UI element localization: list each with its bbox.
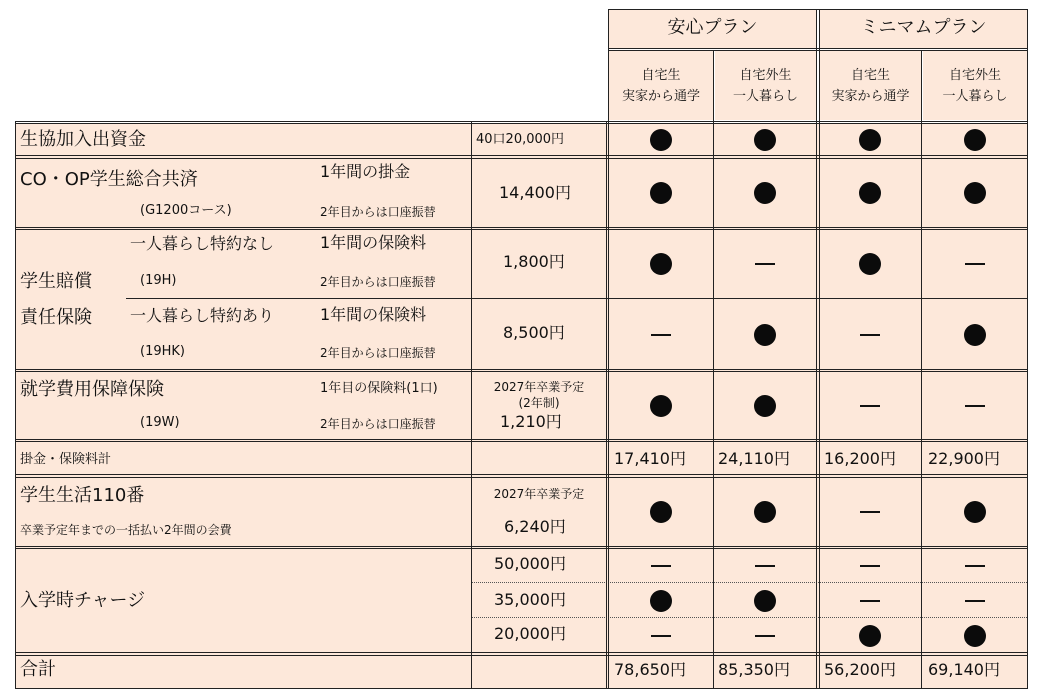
grid-line — [15, 121, 1028, 122]
included-dot — [650, 182, 672, 204]
grid-line — [15, 227, 1028, 228]
not-included-dash — [755, 565, 775, 567]
grid-line — [608, 9, 1028, 10]
row-sub-life110: 卒業予定年までの一括払い2年間の会費 — [20, 523, 232, 537]
included-dot — [964, 324, 986, 346]
included-dot — [754, 129, 776, 151]
grid-line — [713, 50, 714, 689]
total-value: 69,140円 — [928, 660, 1000, 679]
grid-line — [608, 48, 1028, 49]
liability-b-note: 2年目からは口座振替 — [320, 346, 436, 360]
grid-line — [921, 50, 922, 689]
grid-line — [15, 655, 1028, 656]
included-dot — [650, 590, 672, 612]
row-label-coop: 生協加入出資金 — [20, 129, 146, 150]
included-dot — [859, 182, 881, 204]
subheader-anshin-away — [715, 50, 816, 120]
not-included-dash — [651, 334, 671, 336]
subtotal-value: 22,900円 — [928, 449, 1000, 468]
included-dot — [754, 590, 776, 612]
included-dot — [650, 129, 672, 151]
dotted-separator — [472, 617, 1027, 618]
liability-a-period: 1年間の保険料 — [320, 233, 427, 252]
included-dot — [650, 395, 672, 417]
row-note-tuition: 2年目からは口座振替 — [320, 417, 436, 431]
grid-line — [606, 121, 607, 689]
included-dot — [754, 395, 776, 417]
not-included-dash — [860, 405, 880, 407]
not-included-dash — [965, 565, 985, 567]
row-label-life110: 学生生活110番 — [20, 485, 145, 506]
subtotal-value: 16,200円 — [824, 449, 896, 468]
total-value: 56,200円 — [824, 660, 896, 679]
subheader-label: 自宅生 — [850, 68, 890, 83]
row-label-charge: 入学時チャージ — [20, 590, 146, 611]
subheader-anshin-home — [609, 50, 713, 120]
row-amount-tuition-l2: (2年制) — [518, 396, 560, 410]
liability-b-period: 1年間の保険料 — [320, 305, 427, 324]
grid-line — [819, 9, 820, 689]
liability-b-amount: 8,500円 — [503, 323, 565, 342]
grid-line — [15, 548, 1028, 549]
included-dot — [650, 253, 672, 275]
grid-line — [608, 9, 609, 689]
plan-name-minimum: ミニマムプラン — [860, 17, 987, 38]
grid-line — [15, 652, 1028, 653]
included-dot — [859, 129, 881, 151]
included-dot — [859, 625, 881, 647]
row-period-coop-insurance: 1年間の掛金 — [320, 162, 411, 181]
included-dot — [754, 182, 776, 204]
grid-line — [15, 477, 1028, 478]
grid-line — [15, 369, 1028, 370]
charge-amount: 50,000円 — [494, 554, 566, 573]
subheader-label: 自宅外生 — [948, 68, 1001, 83]
not-included-dash — [860, 511, 880, 513]
row-label-coop-insurance: CO・OP学生総合共済 — [20, 169, 198, 190]
included-dot — [650, 501, 672, 523]
not-included-dash — [755, 263, 775, 265]
grid-line — [15, 439, 1028, 440]
included-dot — [964, 501, 986, 523]
included-dot — [754, 501, 776, 523]
subheader-minimum-away — [923, 50, 1027, 120]
not-included-dash — [965, 405, 985, 407]
included-dot — [964, 182, 986, 204]
grid-line — [15, 371, 1028, 372]
grid-line — [126, 298, 1028, 299]
subtotal-value: 17,410円 — [614, 449, 686, 468]
liability-a-note: 2年目からは口座振替 — [320, 275, 436, 289]
row-code-tuition: (19W) — [140, 415, 180, 430]
grid-line — [15, 688, 1028, 689]
included-dot — [964, 129, 986, 151]
row-amount-coop-insurance: 14,400円 — [499, 183, 571, 202]
not-included-dash — [860, 600, 880, 602]
not-included-dash — [860, 334, 880, 336]
grid-line — [608, 50, 1028, 51]
total-value: 85,350円 — [718, 660, 790, 679]
subheader-label: 自宅外生 — [739, 68, 792, 83]
not-included-dash — [651, 565, 671, 567]
not-included-dash — [755, 635, 775, 637]
total-value: 78,650円 — [614, 660, 686, 679]
plan-name-anshin: 安心プラン — [667, 17, 758, 38]
grid-line — [816, 9, 817, 689]
row-amount-life110-l1: 2027年卒業予定 — [493, 487, 585, 501]
grid-line — [15, 474, 1028, 475]
grid-line — [15, 121, 16, 689]
subheader-label: 一人暮らし — [732, 89, 798, 104]
row-label-liability-2: 責任保険 — [20, 307, 92, 328]
row-amount-tuition-l1: 2027年卒業予定 — [493, 380, 585, 394]
included-dot — [964, 625, 986, 647]
row-label-subtotal: 掛金・保険料計 — [20, 452, 112, 467]
row-note-coop-insurance: 2年目からは口座振替 — [320, 205, 436, 219]
row-label-liability-1: 学生賠償 — [20, 271, 92, 292]
subtotal-value: 24,110円 — [718, 449, 790, 468]
row-amount-coop: 40口20,000円 — [476, 132, 565, 147]
grid-line — [15, 546, 1028, 547]
row-sub-coop-insurance: (G1200コース) — [140, 203, 232, 218]
subheader-label: 自宅生 — [641, 68, 681, 83]
row-label-tuition: 就学費用保障保険 — [20, 379, 164, 400]
subheader-label: 一人暮らし — [942, 89, 1008, 104]
grid-line — [471, 121, 472, 689]
liability-a-label: 一人暮らし特約なし — [130, 234, 275, 253]
liability-b-code: (19HK) — [140, 344, 185, 359]
row-amount-tuition-l3: 1,210円 — [500, 412, 562, 431]
grid-line — [15, 123, 1028, 124]
subheader-minimum-home — [820, 50, 921, 120]
liability-b-label: 一人暮らし特約あり — [130, 306, 275, 325]
subheader-label: 実家から通学 — [831, 89, 910, 104]
not-included-dash — [965, 600, 985, 602]
grid-line — [15, 155, 1028, 156]
liability-a-code: (19H) — [140, 273, 177, 288]
not-included-dash — [965, 263, 985, 265]
grid-line — [15, 158, 1028, 159]
not-included-dash — [860, 565, 880, 567]
row-label-total: 合計 — [20, 659, 56, 680]
included-dot — [859, 253, 881, 275]
not-included-dash — [651, 635, 671, 637]
charge-amount: 20,000円 — [494, 624, 566, 643]
dotted-separator — [472, 582, 1027, 583]
grid-line — [15, 229, 1028, 230]
grid-line — [15, 441, 1028, 442]
included-dot — [754, 324, 776, 346]
subheader-label: 実家から通学 — [621, 89, 700, 104]
charge-amount: 35,000円 — [494, 590, 566, 609]
grid-line — [1027, 9, 1028, 689]
liability-a-amount: 1,800円 — [503, 252, 565, 271]
row-period-tuition: 1年目の保険料(1口) — [320, 381, 438, 396]
row-amount-life110-l2: 6,240円 — [504, 517, 566, 536]
